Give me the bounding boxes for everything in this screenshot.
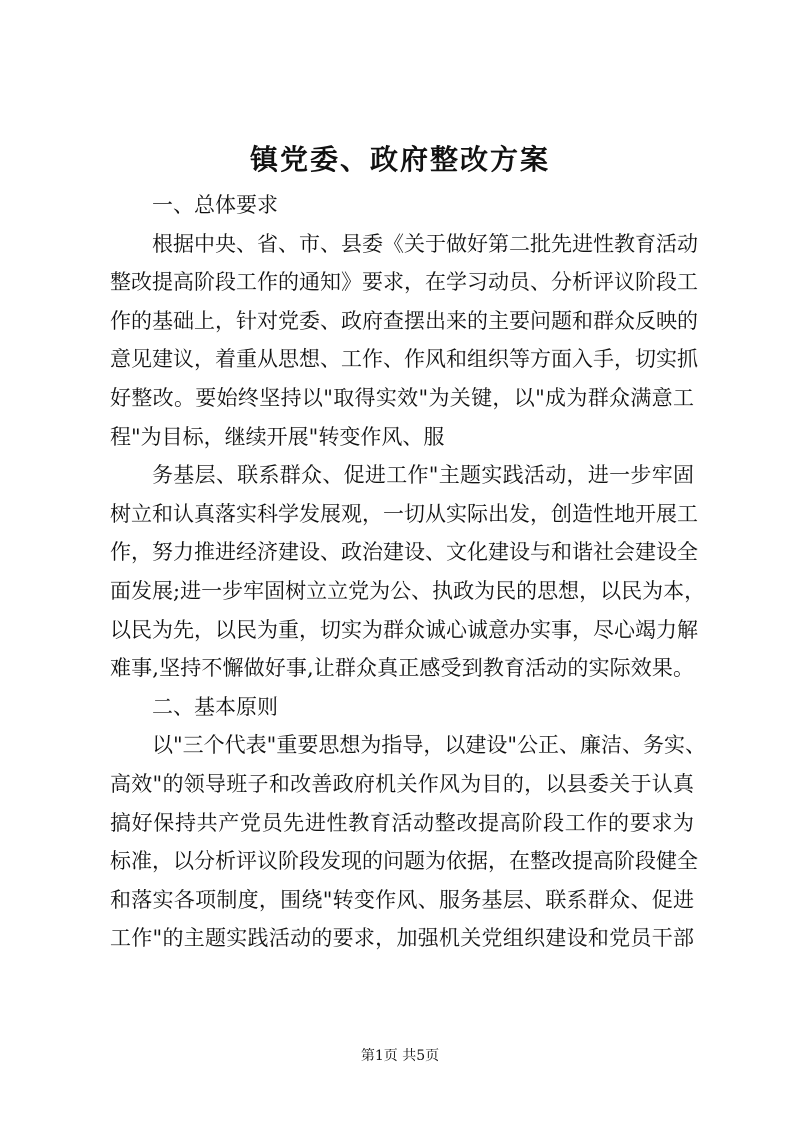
section-heading: 二、基本原则 bbox=[152, 694, 278, 719]
paragraph-line: 作的基础上，针对党委、政府查摆出来的主要问题和群众反映的 bbox=[110, 308, 698, 333]
paragraph-line: 意见建议，着重从思想、工作、作风和组织等方面入手，切实抓 bbox=[110, 347, 698, 372]
page-indicator: 第1页 共5页 bbox=[360, 1048, 440, 1064]
section-heading: 一、总体要求 bbox=[152, 193, 278, 217]
paragraph-line: 面发展;进一步牢固树立立党为公、执政为民的思想，以民为本， bbox=[110, 578, 706, 603]
document-title: 镇党委、政府整改方案 bbox=[249, 143, 550, 176]
paragraph-line: 整改提高阶段工作的通知》要求，在学习动员、分析评议阶段工 bbox=[110, 270, 698, 295]
paragraph-line: 务基层、联系群众、促进工作"主题实践活动，进一步牢固 bbox=[152, 463, 694, 488]
paragraph-line: 好整改。要始终坚持以"取得实效"为关键，以"成为群众满意工 bbox=[110, 385, 694, 410]
paragraph-line: 高效"的领导班子和改善政府机关作风为目的，以县委关于认真 bbox=[110, 771, 694, 796]
document-body bbox=[110, 186, 706, 958]
paragraph-line: 以"三个代表"重要思想为指导，以建设"公正、廉洁、务实、 bbox=[152, 733, 706, 758]
paragraph-line: 工作"的主题实践活动的要求，加强机关党组织建设和党员干部 bbox=[110, 926, 694, 951]
paragraph-line: 根据中央、省、市、县委《关于做好第二批先进性教育活动 bbox=[152, 231, 698, 256]
paragraph-line: 难事,坚持不懈做好事,让群众真正感受到教育活动的实际效果。 bbox=[110, 656, 694, 681]
paragraph-line: 和落实各项制度，围绕"转变作风、服务基层、联系群众、促进 bbox=[110, 887, 694, 912]
paragraph-line: 标准，以分析评议阶段发现的问题为依据，在整改提高阶段健全 bbox=[110, 849, 698, 874]
paragraph-line: 以民为先，以民为重，切实为群众诚心诚意办实事，尽心竭力解 bbox=[110, 617, 698, 642]
paragraph-line: 搞好保持共产党员先进性教育活动整改提高阶段工作的要求为 bbox=[110, 810, 694, 835]
paragraph-line: 程"为目标，继续开展"转变作风、服 bbox=[110, 424, 445, 449]
paragraph-line: 作，努力推进经济建设、政治建设、文化建设与和谐社会建设全 bbox=[110, 540, 698, 565]
paragraph-line: 树立和认真落实科学发展观，一切从实际出发，创造性地开展工 bbox=[110, 501, 698, 526]
